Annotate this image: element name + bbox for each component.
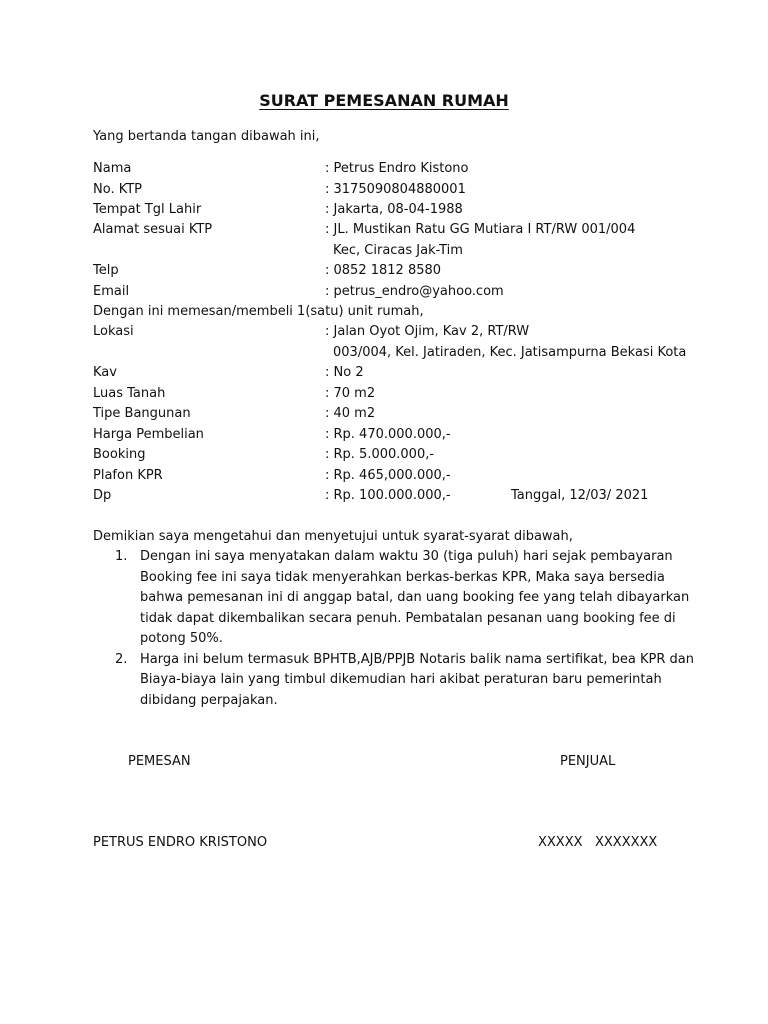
property-location-continuation: 003/004, Kel. Jatiraden, Kec. Jatisampurna Bekasi Kota: [333, 345, 687, 360]
property-building-type-label: Tipe Bangunan: [93, 406, 191, 421]
property-building-type-value: : 40 m2: [325, 406, 376, 421]
buyer-address-value: : JL. Mustikan Ratu GG Mutiara I RT/RW 001/004: [325, 222, 636, 237]
buyer-name-label: Nama: [93, 161, 132, 176]
buyer-ktp-label: No. KTP: [93, 182, 143, 197]
buyer-email-value: : petrus_endro@yahoo.com: [325, 284, 504, 299]
property-location-label: Lokasi: [93, 324, 134, 339]
buyer-phone-value: : 0852 1812 8580: [325, 263, 442, 278]
buyer-phone-label: Telp: [93, 263, 119, 278]
seller-signature-name-last: XXXXXXX: [595, 835, 658, 850]
document-date: Tanggal, 12/03/ 2021: [511, 488, 649, 503]
term-2-number: 2.: [115, 652, 128, 667]
buyer-signature-name: PETRUS ENDRO KRISTONO: [93, 835, 268, 850]
term-2-line: dibidang perpajakan.: [140, 693, 278, 708]
order-statement: Dengan ini memesan/membeli 1(satu) unit rumah,: [93, 304, 424, 319]
property-land-area-label: Luas Tanah: [93, 386, 166, 401]
buyer-signature-label: PEMESAN: [128, 754, 191, 769]
property-kpr-value: : Rp. 465,000.000,-: [325, 468, 451, 483]
property-dp-value: : Rp. 100.000.000,-: [325, 488, 451, 503]
terms-intro: Demikian saya mengetahui dan menyetujui untuk syarat-syarat dibawah,: [93, 529, 573, 544]
buyer-ktp-value: : 3175090804880001: [325, 182, 466, 197]
property-booking-value: : Rp. 5.000.000,-: [325, 447, 435, 462]
buyer-address-continuation: Kec, Ciracas Jak-Tim: [333, 243, 463, 258]
buyer-birth-label: Tempat Tgl Lahir: [93, 202, 202, 217]
property-land-area-value: : 70 m2: [325, 386, 376, 401]
term-1-line: Booking fee ini saya tidak menyerahkan berkas-berkas KPR, Maka saya bersedia: [140, 570, 665, 585]
property-booking-label: Booking: [93, 447, 146, 462]
buyer-email-label: Email: [93, 284, 130, 299]
intro-text: Yang bertanda tangan dibawah ini,: [93, 129, 320, 144]
term-1-line: potong 50%.: [140, 631, 223, 646]
document-title: SURAT PEMESANAN RUMAH: [259, 91, 509, 110]
property-kpr-label: Plafon KPR: [93, 468, 163, 483]
term-1-line: tidak dapat dikembalikan secara penuh. Pembatalan pesanan uang booking fee di: [140, 611, 676, 626]
buyer-address-label: Alamat sesuai KTP: [93, 222, 213, 237]
property-location-value: : Jalan Oyot Ojim, Kav 2, RT/RW: [325, 324, 530, 339]
term-2-line: Harga ini belum termasuk BPHTB,AJB/PPJB Notaris balik nama sertifikat, bea KPR dan: [140, 652, 694, 667]
property-price-value: : Rp. 470.000.000,-: [325, 427, 451, 442]
buyer-name-value: : Petrus Endro Kistono: [325, 161, 469, 176]
property-dp-label: Dp: [93, 488, 112, 503]
seller-signature-label: PENJUAL: [560, 754, 616, 769]
term-1-line: Dengan ini saya menyatakan dalam waktu 30 (tiga puluh) hari sejak pembayaran: [140, 549, 673, 564]
term-1-line: bahwa pemesanan ini di anggap batal, dan uang booking fee yang telah dibayarkan: [140, 590, 690, 605]
property-kav-label: Kav: [93, 365, 117, 380]
term-2-line: Biaya-biaya lain yang timbul dikemudian hari akibat peraturan baru pemerintah: [140, 672, 662, 687]
buyer-birth-value: : Jakarta, 08-04-1988: [325, 202, 463, 217]
property-price-label: Harga Pembelian: [93, 427, 204, 442]
property-kav-value: : No 2: [325, 365, 364, 380]
seller-signature-name-first: XXXXX: [538, 835, 583, 850]
term-1-number: 1.: [115, 549, 128, 564]
